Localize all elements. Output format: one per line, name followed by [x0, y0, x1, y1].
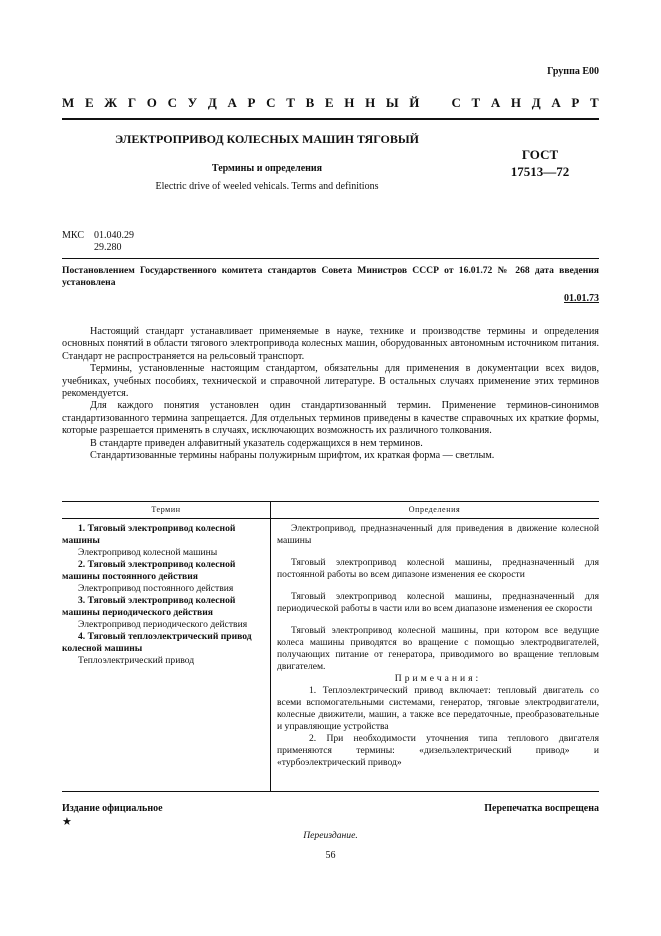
- column-header-term: Термин: [151, 505, 181, 514]
- mks-code: 01.040.29: [94, 230, 134, 241]
- heading-letter: Н: [510, 95, 522, 110]
- mks-rule: [62, 258, 599, 259]
- interstate-standard-heading: [62, 95, 599, 111]
- heading-letter: С: [451, 95, 461, 110]
- group-code: Группа Е00: [547, 66, 599, 77]
- term: 2. Тяговый электропривод колесной машины постоянного действия: [62, 559, 236, 582]
- heading-letter: Ы: [385, 95, 399, 110]
- heading-letter: Г: [127, 95, 137, 110]
- term-short-form: Электропривод периодического действия: [78, 619, 248, 630]
- intro-paragraph: Настоящий стандарт устанавливает применяемые в науке, технике и производстве термины и определения основных понятий в области тягового электропривода колесных машин, оборудованных автономным источником питания. Стандарт не распространяется на рельсовый транспорт.: [62, 326, 599, 362]
- header-divider: [62, 518, 599, 519]
- decree-text: Постановлением Государственного комитета стандартов Совета Министров СССР от 16.01.72 № 268 дата введения установлена: [62, 265, 599, 288]
- heading-letter: Е: [84, 95, 94, 110]
- term: 1. Тяговый электропривод колесной машины: [62, 523, 236, 546]
- heading-letter: Ж: [104, 95, 118, 110]
- column-header-definition: Определения: [408, 505, 461, 514]
- heading-letter: О: [146, 95, 157, 110]
- introduction-date: 01.01.73: [564, 293, 599, 304]
- heading-letter: А: [551, 95, 561, 110]
- heading-letter: Й: [409, 95, 420, 110]
- note: 1. Теплоэлектрический привод включает: тепловый двигатель со всеми вспомогательными системами, генератор, тяговые электродвигатели, колесные движители, машин, а также все передаточные, преобразовательные и управляющие устройства: [277, 685, 599, 732]
- terms-table: [62, 501, 599, 792]
- definition: Электропривод, предназначенный для приведения в движение колесной машины: [277, 523, 599, 546]
- reissue-note: Переиздание.: [303, 830, 358, 841]
- heading-letter: В: [305, 95, 315, 110]
- gost-number: 17513—72: [510, 164, 570, 179]
- intro-paragraph: В стандарте приведен алфавитный указатель содержащихся в нем терминов.: [90, 437, 423, 449]
- official-edition: Издание официальное: [62, 803, 163, 814]
- terms-column: [62, 523, 263, 667]
- heading-letter: Р: [571, 95, 580, 110]
- gost-designation: [505, 146, 575, 180]
- note: 2. При необходимости уточнения типа теплового двигателя применяются термины: «дизельэлектрический привод» и «турбоэлектрический привод»: [277, 733, 599, 768]
- heading-letter: Р: [247, 95, 256, 110]
- header-rule: [62, 118, 599, 120]
- star-icon: ★: [62, 816, 72, 828]
- heading-letter: Д: [207, 95, 217, 110]
- reprint-prohibited: Перепечатка воспрещена: [484, 803, 599, 814]
- heading-letter: С: [167, 95, 177, 110]
- definitions-column: [277, 523, 599, 769]
- term-short-form: Теплоэлектрический привод: [78, 655, 195, 666]
- intro-paragraph: Термины, установленные настоящим стандартом, обязательны для применения в документации всех видов, учебниках, учебных пособиях, технической и справочной литературе. В остальных случаях применение этих терминов рекомендуется.: [62, 363, 599, 400]
- heading-letter: Т: [471, 95, 481, 110]
- mks-codes: [62, 230, 134, 253]
- mks-label: МКС: [62, 230, 84, 241]
- heading-letter: Д: [531, 95, 541, 110]
- heading-letter: Н: [365, 95, 376, 110]
- heading-letter: Т: [590, 95, 599, 110]
- definition: Тяговый электропривод колесной машины, предназначенный для периодической работы в части или во всем диапазоне изменения ее скорости: [277, 591, 599, 614]
- term-short-form: Электропривод постоянного действия: [78, 583, 234, 594]
- mks-code: 29.280: [94, 242, 122, 253]
- intro-paragraph: Для каждого понятия установлен один стандартизованный термин. Применение терминов-синонимов стандартизованного термина запрещается. Для отдельных терминов приведены в качестве справочных их краткие формы, которые разрешается применять в случаях, исключающих возможность их различного толкования.: [62, 400, 599, 437]
- introduction: [62, 326, 599, 462]
- heading-letter: М: [62, 95, 75, 110]
- intro-paragraph: Стандартизованные термины набраны полужирным шрифтом, их краткая форма — светлым.: [90, 450, 495, 462]
- definition: Тяговый электропривод колесной машины, при котором все ведущие колеса машины приводятся во вращение с помощью электродвигателей, получающих питание от генератора, приводимого во вращение тепловым двигателем.: [277, 625, 599, 672]
- heading-letter: Т: [286, 95, 295, 110]
- term-short-form: Электропривод колесной машины: [78, 547, 218, 558]
- english-title: Electric drive of weeled vehicals. Terms and definitions: [155, 181, 379, 192]
- page-number: 56: [325, 850, 336, 861]
- gost-label: ГОСТ: [521, 147, 559, 162]
- heading-letter: У: [187, 95, 198, 110]
- heading-letter: С: [266, 95, 276, 110]
- heading-letter: Н: [344, 95, 355, 110]
- document-title: ЭЛЕКТРОПРИВОД КОЛЕСНЫХ МАШИН ТЯГОВЫЙ: [115, 132, 419, 146]
- term: 3. Тяговый электропривод колесной машины периодического действия: [62, 595, 236, 618]
- document-subtitle: Термины и определения: [211, 163, 323, 174]
- definition: Тяговый электропривод колесной машины, предназначенный для постоянной работы во всем дипазоне изменения ее скорости: [277, 557, 599, 580]
- heading-letter: А: [490, 95, 501, 110]
- notes-heading: Примечания:: [394, 673, 482, 684]
- heading-letter: Е: [324, 95, 334, 110]
- heading-letter: А: [227, 95, 237, 110]
- column-divider: [270, 502, 271, 791]
- term: 4. Тяговый теплоэлектрический привод колесной машины: [62, 631, 252, 654]
